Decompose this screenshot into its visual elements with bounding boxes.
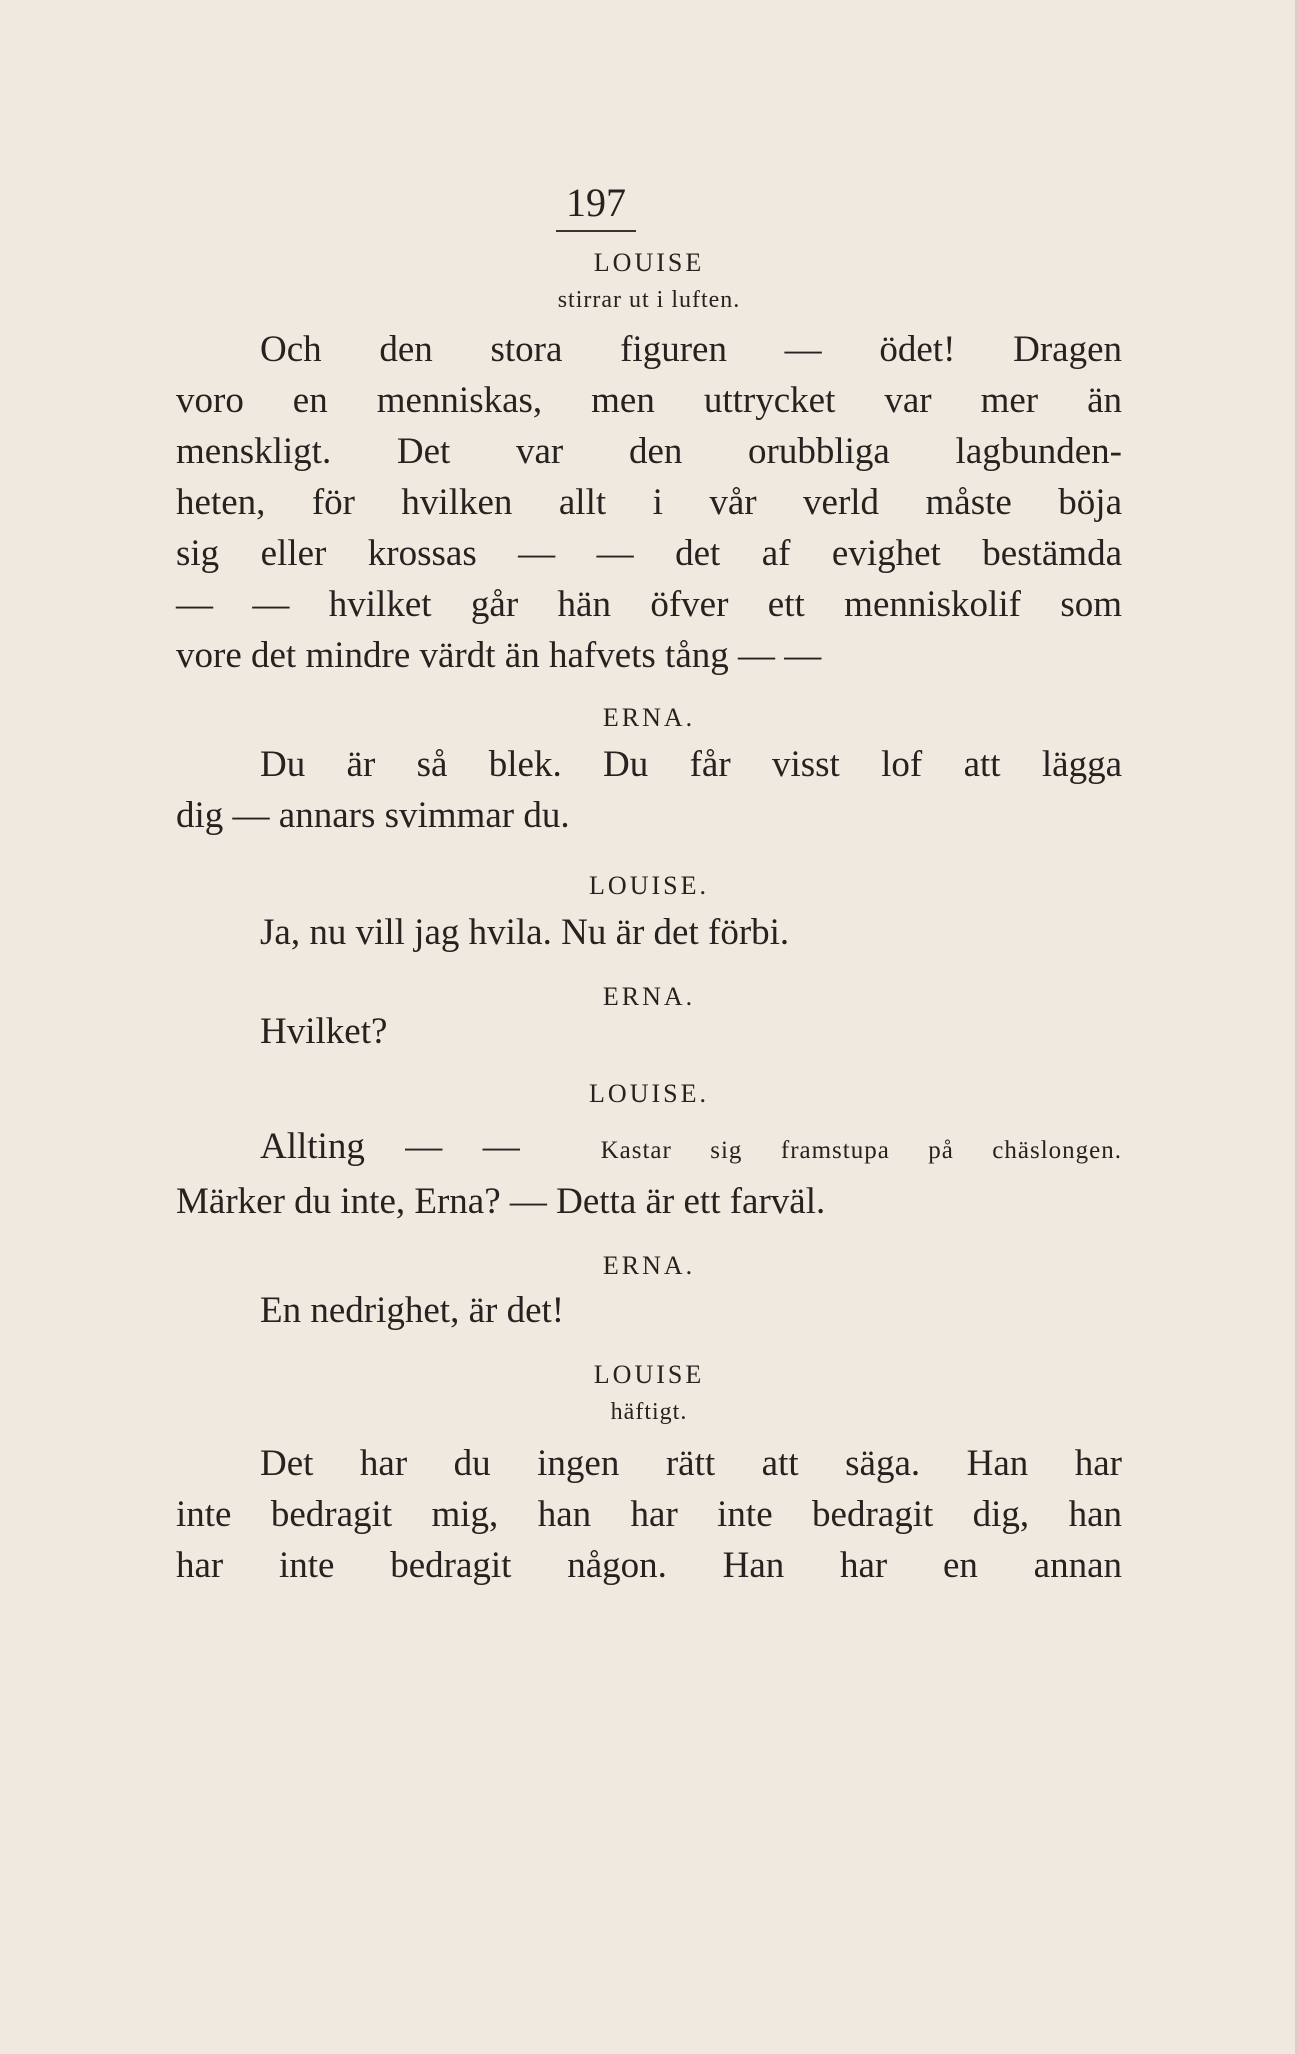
inline-stage-direction: Kastar sig framstupa på chäslongen. xyxy=(600,1137,1122,1164)
speaker-name: LOUISE. xyxy=(589,1079,709,1108)
speech-line: menskligt. Det var den orubbliga lagbunden- xyxy=(176,431,1122,472)
speech-text xyxy=(176,907,1122,958)
speech-line xyxy=(176,1121,1122,1176)
dialogue-block xyxy=(176,1249,1122,1336)
speaker-name: LOUISE xyxy=(593,248,705,277)
dialogue-block xyxy=(176,980,1122,1057)
speaker-name: LOUISE. xyxy=(589,871,709,900)
speaker-name: LOUISE xyxy=(593,1360,705,1389)
dialogue-block xyxy=(176,246,1122,681)
speaker-name: ERNA. xyxy=(602,982,696,1011)
speech-text xyxy=(176,324,1122,681)
page-number-block xyxy=(436,180,756,232)
speech-line: En nedrighet, är det! xyxy=(260,1290,565,1331)
speech-text xyxy=(176,739,1122,841)
speaker-name: ERNA. xyxy=(602,703,696,732)
speech-line: Det har du ingen rätt att säga. Han har xyxy=(260,1443,1122,1484)
speech-text xyxy=(176,1285,1122,1336)
dialogue-block xyxy=(176,1077,1122,1227)
speech-line: voro en menniskas, men uttrycket var mer än xyxy=(176,380,1122,421)
book-page xyxy=(176,180,1122,1591)
speech-text xyxy=(176,1121,1122,1227)
page-number: 197 xyxy=(556,180,636,232)
speech-line: Hvilket? xyxy=(260,1011,388,1052)
stage-direction: stirrar ut i luften. xyxy=(557,287,741,313)
speech-line: Du är så blek. Du får visst lof att lägga xyxy=(260,744,1122,785)
dialogue-block xyxy=(176,1358,1122,1591)
speech-line: vore det mindre värdt än hafvets tång — — xyxy=(176,635,822,676)
speech-line: — — hvilket går hän öfver ett menniskolif som xyxy=(176,584,1122,625)
speech-text xyxy=(176,1438,1122,1591)
speech-line: sig eller krossas — — det af evighet bestämda xyxy=(176,533,1122,574)
speech-line: Ja, nu vill jag hvila. Nu är det förbi. xyxy=(260,912,790,953)
speech-line: dig — annars svimmar du. xyxy=(176,795,570,836)
speaker-name: ERNA. xyxy=(602,1251,696,1280)
speech-line-text: Allting — — xyxy=(260,1126,520,1167)
dialogue-block xyxy=(176,701,1122,841)
speech-line: heten, för hvilken allt i vår verld måste böja xyxy=(176,482,1122,523)
speech-line: har inte bedragit någon. Han har en annan xyxy=(176,1545,1122,1586)
speech-line: Och den stora figuren — ödet! Dragen xyxy=(260,329,1122,370)
stage-direction: häftigt. xyxy=(610,1399,688,1425)
speech-line: inte bedragit mig, han har inte bedragit dig, han xyxy=(176,1494,1122,1535)
speech-line: Märker du inte, Erna? — Detta är ett farväl. xyxy=(176,1181,826,1222)
dialogue-block xyxy=(176,869,1122,958)
